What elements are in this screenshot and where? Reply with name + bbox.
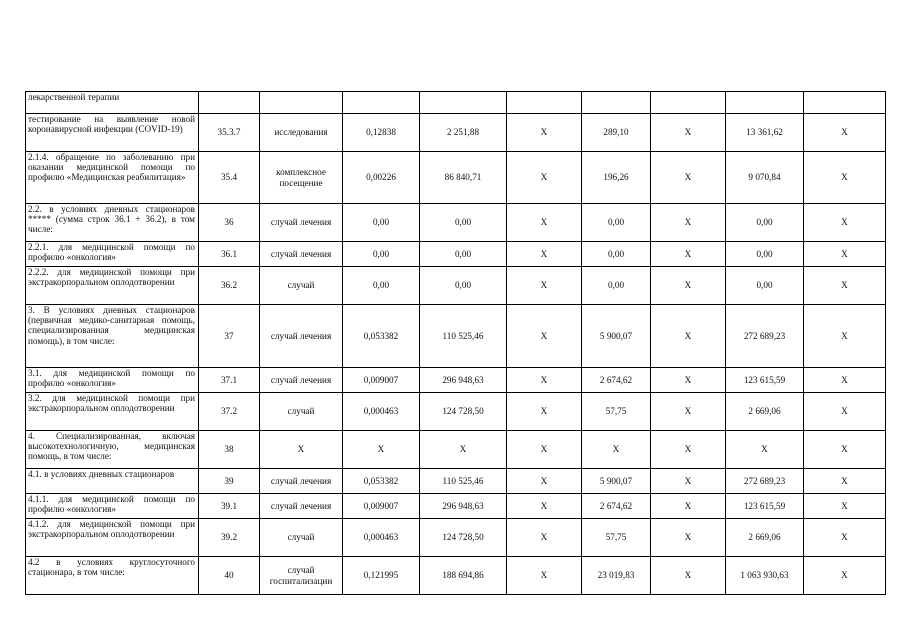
table-body — [26, 92, 886, 595]
table-cell: 0,00 — [726, 267, 804, 305]
row-label-cell: 3. В условиях дневных стационаров (первичная медико-санитарная помощь, специализированная медицинская помощь), в том числе: — [26, 305, 199, 368]
row-label-cell: 2.2. в условиях дневных стационаров ***** (сумма строк 36.1 + 36.2), в том числе: — [26, 204, 199, 242]
table-cell: 123 615,59 — [726, 494, 804, 519]
table-cell: 123 615,59 — [726, 368, 804, 393]
table-cell: 57,75 — [582, 393, 651, 431]
table-cell: 38 — [199, 431, 260, 469]
table-cell — [260, 92, 343, 114]
table-cell — [343, 92, 420, 114]
table-cell: 296 948,63 — [420, 494, 507, 519]
table-cell: 35.3.7 — [199, 114, 260, 152]
document-table — [25, 91, 886, 595]
table-cell: 86 840,71 — [420, 152, 507, 204]
row-label-cell: 2.2.2. для медицинской помощи при экстракорпоральном оплодотворении — [26, 267, 199, 305]
table-cell: X — [804, 305, 886, 368]
table-cell — [582, 92, 651, 114]
table-cell: X — [804, 368, 886, 393]
table-cell: 0,053382 — [343, 305, 420, 368]
table-cell — [726, 92, 804, 114]
table-cell: X — [343, 431, 420, 469]
table-cell: X — [804, 557, 886, 595]
table-cell: X — [804, 267, 886, 305]
table-cell — [507, 92, 582, 114]
table-cell: 1 063 930,63 — [726, 557, 804, 595]
table-cell: 296 948,63 — [420, 368, 507, 393]
table-cell: X — [260, 431, 343, 469]
table-cell: X — [651, 469, 726, 494]
table-row — [26, 393, 886, 431]
table-cell: 0,00 — [582, 267, 651, 305]
table-cell: 0,009007 — [343, 368, 420, 393]
table-cell: X — [651, 368, 726, 393]
table-cell: 2 669,06 — [726, 393, 804, 431]
table-cell: X — [507, 152, 582, 204]
table-cell: 0,000463 — [343, 519, 420, 557]
row-label-cell: 4.1. в условиях дневных стационаров — [26, 469, 199, 494]
table-row — [26, 152, 886, 204]
table-cell: X — [651, 204, 726, 242]
table-cell: случай лечения — [260, 305, 343, 368]
table-cell: X — [804, 204, 886, 242]
table-cell: 36 — [199, 204, 260, 242]
table-cell: X — [582, 431, 651, 469]
table-cell: 0,00 — [582, 204, 651, 242]
table-cell: 0,00 — [582, 242, 651, 267]
table-cell: 124 728,50 — [420, 519, 507, 557]
row-label-cell: 3.2. для медицинской помощи при экстракорпоральном оплодотворении — [26, 393, 199, 431]
table-cell: X — [507, 494, 582, 519]
row-label-cell: 3.1. для медицинской помощи по профилю «онкология» — [26, 368, 199, 393]
table-cell: 37.1 — [199, 368, 260, 393]
table-cell: 2 669,06 — [726, 519, 804, 557]
table-cell: 36.1 — [199, 242, 260, 267]
table-cell: комплексное посещение — [260, 152, 343, 204]
table-cell: 124 728,50 — [420, 393, 507, 431]
table-cell: 0,053382 — [343, 469, 420, 494]
table-cell: случай — [260, 393, 343, 431]
row-label-cell: 4. Специализированная, включая высокотехнологичную, медицинская помощь, в том числе: — [26, 431, 199, 469]
table-cell: X — [651, 305, 726, 368]
table-cell: X — [651, 393, 726, 431]
table-cell: X — [507, 242, 582, 267]
table-cell: 0,009007 — [343, 494, 420, 519]
row-label-cell: 2.2.1. для медицинской помощи по профилю «онкология» — [26, 242, 199, 267]
table-cell — [804, 92, 886, 114]
table-row — [26, 368, 886, 393]
table-cell: случай лечения — [260, 242, 343, 267]
table-cell: случай — [260, 519, 343, 557]
table-cell: 2 674,62 — [582, 368, 651, 393]
table-cell: 36.2 — [199, 267, 260, 305]
table-cell: 110 525,46 — [420, 469, 507, 494]
table-cell: 0,00 — [420, 267, 507, 305]
table-row — [26, 267, 886, 305]
table-cell: 272 689,23 — [726, 305, 804, 368]
table-row — [26, 242, 886, 267]
table-row — [26, 114, 886, 152]
table-cell: X — [804, 494, 886, 519]
table-cell: 0,00 — [726, 204, 804, 242]
table-cell — [420, 92, 507, 114]
table-cell: 0,00 — [420, 204, 507, 242]
table-cell: X — [804, 469, 886, 494]
table-cell: 5 900,07 — [582, 305, 651, 368]
table-row — [26, 469, 886, 494]
table-row — [26, 431, 886, 469]
table-cell: 37 — [199, 305, 260, 368]
row-label-cell: 2.1.4. обращение по заболеванию при оказании медицинской помощи по профилю «Медицинская реабилитация» — [26, 152, 199, 204]
table-cell: 39 — [199, 469, 260, 494]
table-cell: 196,26 — [582, 152, 651, 204]
table-cell: X — [507, 114, 582, 152]
table-cell: 5 900,07 — [582, 469, 651, 494]
table-cell: случай госпитализации — [260, 557, 343, 595]
table-cell: 110 525,46 — [420, 305, 507, 368]
table-cell: X — [507, 431, 582, 469]
table-cell: X — [804, 393, 886, 431]
table-cell: X — [804, 152, 886, 204]
table-cell — [651, 92, 726, 114]
table-cell: 0,00 — [343, 204, 420, 242]
table-cell: X — [651, 557, 726, 595]
table-cell: X — [804, 519, 886, 557]
table-cell: X — [804, 431, 886, 469]
table-cell: случай лечения — [260, 494, 343, 519]
table-cell: 39.2 — [199, 519, 260, 557]
table-row — [26, 519, 886, 557]
table-cell: X — [651, 114, 726, 152]
row-label-cell: 4.1.1. для медицинской помощи по профилю «онкология» — [26, 494, 199, 519]
table-cell: 0,000463 — [343, 393, 420, 431]
table-cell: 57,75 — [582, 519, 651, 557]
table-cell: X — [507, 305, 582, 368]
table-cell: 35.4 — [199, 152, 260, 204]
table-cell: X — [651, 519, 726, 557]
table-cell: X — [726, 431, 804, 469]
table-cell: случай лечения — [260, 204, 343, 242]
table-cell: 289,10 — [582, 114, 651, 152]
row-label-cell: тестирование на выявление новой коронавирусной инфекции (COVID-19) — [26, 114, 199, 152]
table-cell: X — [651, 242, 726, 267]
table-cell: X — [651, 494, 726, 519]
table-cell: X — [651, 267, 726, 305]
table-cell: 188 694,86 — [420, 557, 507, 595]
table-row — [26, 494, 886, 519]
table-cell: 0,12838 — [343, 114, 420, 152]
row-label-cell: 4.1.2. для медицинской помощи при экстракорпоральном оплодотворении — [26, 519, 199, 557]
table-cell: 40 — [199, 557, 260, 595]
table-cell: X — [804, 114, 886, 152]
table-cell: 0,00 — [343, 242, 420, 267]
table-row — [26, 204, 886, 242]
table-cell: X — [804, 242, 886, 267]
table-cell: 37.2 — [199, 393, 260, 431]
table-cell — [199, 92, 260, 114]
table-cell: X — [507, 519, 582, 557]
table-cell: 9 070,84 — [726, 152, 804, 204]
table-cell: 2 674,62 — [582, 494, 651, 519]
table-cell: X — [507, 393, 582, 431]
table-cell: исследования — [260, 114, 343, 152]
table-cell: 23 019,83 — [582, 557, 651, 595]
table-cell: случай лечения — [260, 469, 343, 494]
table-cell: 272 689,23 — [726, 469, 804, 494]
table-cell: 2 251,88 — [420, 114, 507, 152]
table-row — [26, 557, 886, 595]
row-label-cell: 4.2 в условиях круглосуточного стационара, в том числе: — [26, 557, 199, 595]
row-label-cell: лекарственной терапии — [26, 92, 199, 114]
table-cell: случай — [260, 267, 343, 305]
table-cell: 13 361,62 — [726, 114, 804, 152]
table-cell: X — [507, 557, 582, 595]
table-cell: X — [507, 267, 582, 305]
table-cell: 39.1 — [199, 494, 260, 519]
table-row — [26, 305, 886, 368]
table-cell: X — [507, 469, 582, 494]
table-cell: X — [651, 431, 726, 469]
table-cell: X — [651, 152, 726, 204]
table-row — [26, 92, 886, 114]
table-cell: X — [507, 204, 582, 242]
table-cell: 0,00226 — [343, 152, 420, 204]
table-cell: X — [420, 431, 507, 469]
table-cell: случай лечения — [260, 368, 343, 393]
table-cell: 0,00 — [420, 242, 507, 267]
table-cell: 0,00 — [726, 242, 804, 267]
table-cell: 0,00 — [343, 267, 420, 305]
table-cell: X — [507, 368, 582, 393]
table-cell: 0,121995 — [343, 557, 420, 595]
